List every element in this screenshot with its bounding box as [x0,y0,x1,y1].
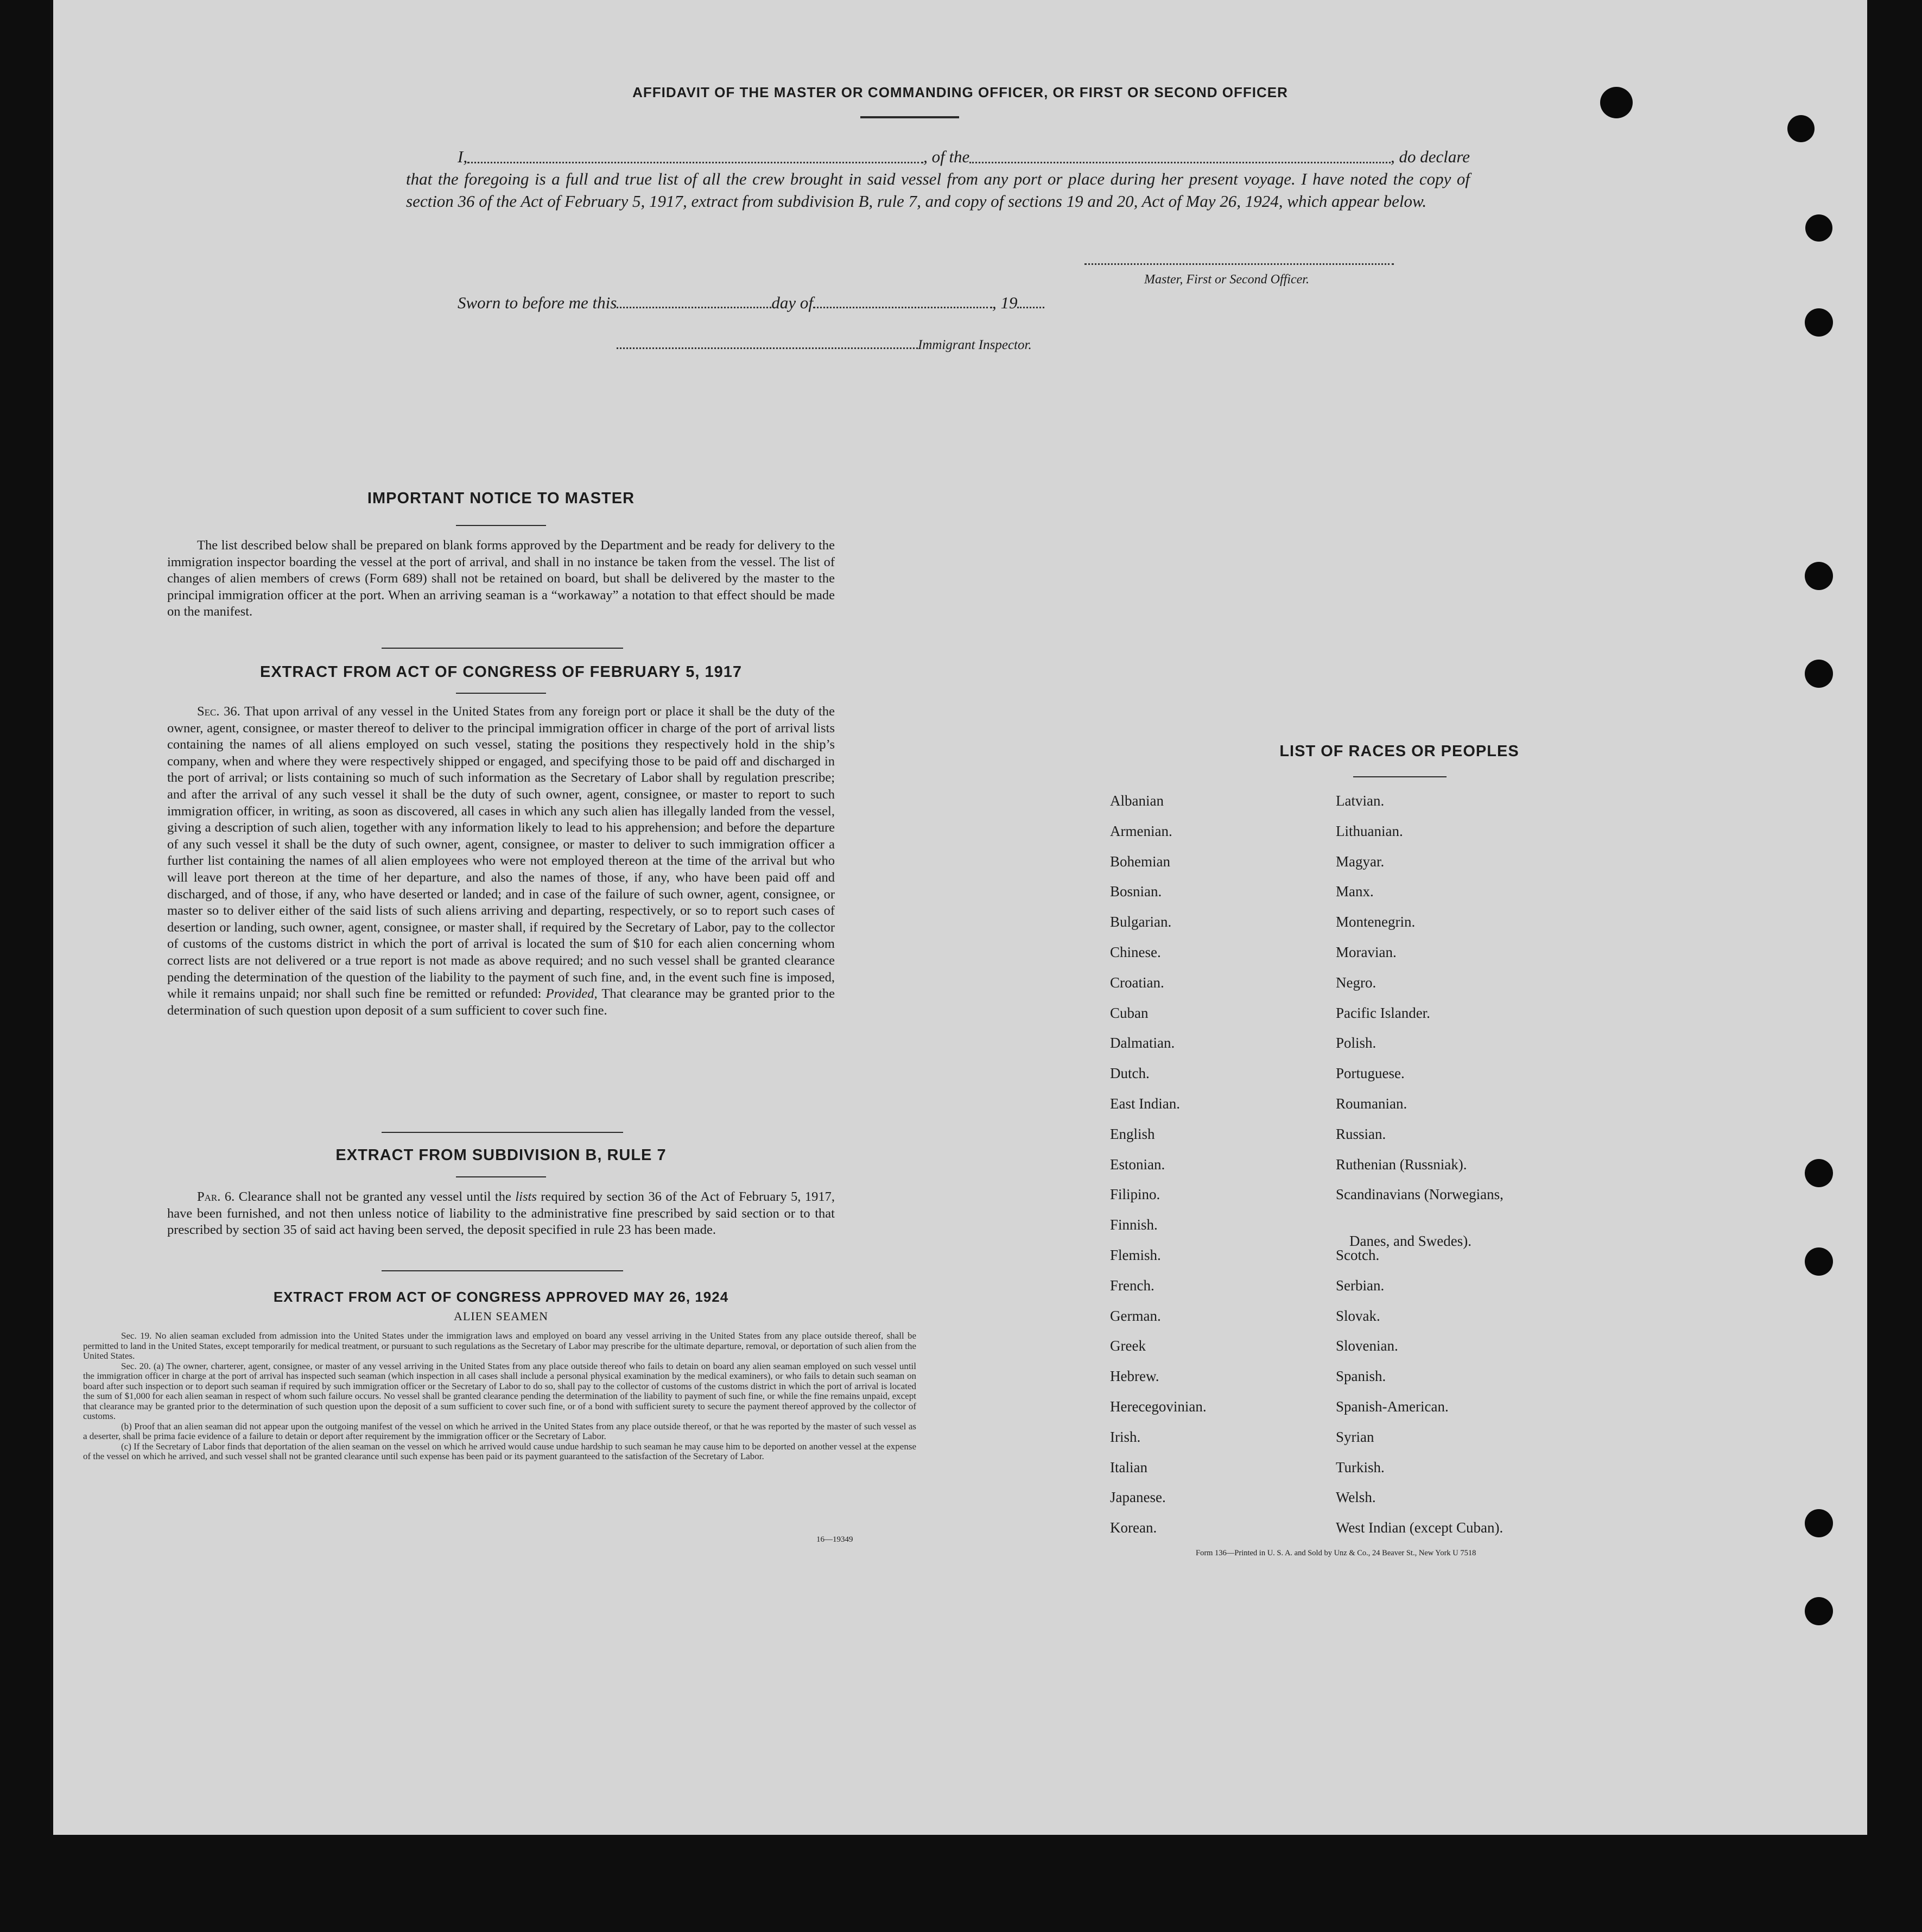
race-item: Flemish. [1110,1247,1161,1263]
race-item: Herecegovinian. [1110,1398,1207,1415]
name-blank[interactable] [467,145,923,163]
extract-1924-body [83,1331,916,1462]
par-6-body-b: required by section 36 of the Act of February 5, 1917, have been furnished, and not then unless notice of liability to the administrative fine prescribed by said section or to that prescribed by section 35 of said act having been served, the deposit specified in rule 23 has been made. [167,1189,835,1238]
section-divider [382,1270,623,1271]
provided-word: Provided, [545,986,598,1002]
race-item: Dutch. [1110,1065,1150,1082]
race-item: Pacific Islander. [1336,1004,1430,1021]
race-item: Serbian. [1336,1277,1385,1294]
race-item: French. [1110,1277,1155,1294]
race-item: Filipino. [1110,1186,1160,1203]
binder-hole [1787,115,1815,142]
sec-20a-text: Sec. 20. (a) The owner, charterer, agent, consignee, or master of any vessel arriving in the United States from any place outside thereof who fails to detain on board any alien seaman employed on such vessel until the immigration officer in charge at the port of arrival has inspected such seaman (which inspection in all cases shall include a personal physical examination by the medical examiners), or who fails to detain such seaman on board after such inspection or to deport such seaman if required by such immigration officer or the Secretary of Labor to do so, shall pay to the collector of customs of the customs district in which the port of arrival is located the sum of $1,000 for each alien seaman in respect of whom such failure occurs. No vessel shall be granted clearance pending the determination of the liability to payment of such fine, or while the fine remains unpaid, except that clearance may be granted prior to the determination of such question upon the deposit of a sum sufficient to cover such fine, or of a bond with sufficient surety to secure the payment thereof approved by the collector of customs. [83,1360,916,1421]
affidavit-declaration [406,145,1470,212]
binder-hole [1805,214,1832,242]
race-item: Estonian. [1110,1156,1165,1173]
race-item: Bulgarian. [1110,914,1172,930]
race-item: Slovenian. [1336,1338,1398,1354]
par-6-text [167,1189,835,1239]
race-item: Chinese. [1110,944,1161,960]
race-item: Ruthenian (Russniak). [1336,1156,1467,1173]
sworn-line [458,293,1044,313]
race-item: Moravian. [1336,944,1397,960]
sec-20b-text: (b) Proof that an alien seaman did not appear upon the outgoing manifest of the vessel on which he arrived in the United States from any place outside thereof, or that he was reported by the master of such vessel as a deserter, shall be prima facie evidence of a failure to detain or deport after requirement by the immigration officer or the Secretary of Labor. [83,1421,916,1441]
sec-36-body: That upon arrival of any vessel in the United States from any foreign port or place it shall be the duty of the owner, agent, consignee, or master thereof to deliver to the principal immigration officer in charge of the port of arrival lists containing the names of all aliens employed on such vessel, stating the positions they respectively hold in the ship’s company, when and where they were respectively shipped or engaged, and specifying those to be paid off and discharged in the port of arrival; or lists containing so much of such information as the Secretary of Labor shall by regulation prescribe; and after the arrival of any such vessel it shall be the duty of such owner, agent, consignee, or master to report to such immigration officer, in writing, as soon as discovered, all cases in which any such alien has illegally landed from the vessel, giving a description of such alien, together with any information likely to lead to his apprehension; and before the departure of any such vessel it shall be the duty of such owner, agent, consignee, or master to deliver to such immigration officer a further list containing the names of all alien employees who were not employed thereon at the time of the arrival but who will leave port thereon at the time of her departure, and also the names of those, if any, who have been paid off and discharged, and of those, if any, who have deserted or landed; and in case of the failure of such owner, agent, consignee, or master so to deliver either of the said lists of such aliens arriving and departing, respectively, or so to report such cases of desertion or landing, such owner, agent, consignee, or master shall, if required by the Secretary of Labor, pay to the collector of customs of the customs district in which the port of arrival is located the sum of $10 for each alien concerning whom correct lists are not delivered or a true report is not made as above required; and no such vessel shall be granted clearance pending the determination of the question of the liability to the payment of such fine, and, in the event such fine is imposed, while it remains unpaid; nor shall such fine be remitted or refunded: [167,704,835,1002]
alien-seamen-subtitle: ALIEN SEAMEN [454,1309,548,1323]
race-item: Turkish. [1336,1459,1385,1475]
race-item: Roumanian. [1336,1095,1407,1112]
binder-hole [1805,308,1833,337]
section-divider [382,1132,623,1133]
sec-20c-text: (c) If the Secretary of Labor finds that deportation of the alien seaman on the vessel on which he arrived would cause undue hardship to such seaman he may cause him to be deported on another vessel at the expense of the vessel on which he arrived, and such vessel shall not be granted clearance until such expense has been paid or its payment guaranteed to the satisfaction of the Secretary of Labor. [83,1441,916,1461]
binder-hole [1805,660,1833,688]
race-item: Scotch. [1336,1247,1380,1263]
race-item: Montenegrin. [1336,914,1416,930]
extract-1917-title: EXTRACT FROM ACT OF CONGRESS OF FEBRUARY 5, 1917 [259,663,743,681]
race-item: Korean. [1110,1519,1157,1536]
race-item: Finnish. [1110,1217,1158,1233]
race-item: Russian. [1336,1125,1386,1142]
document-page [53,0,1867,1835]
section-36-text [167,704,835,1019]
race-item: Albanian [1110,793,1164,809]
race-item: Hebrew. [1110,1368,1159,1385]
inspector-blank[interactable] [617,347,918,349]
rule7-title: EXTRACT FROM SUBDIVISION B, RULE 7 [335,1146,667,1164]
race-item: Armenian. [1110,822,1172,839]
of-the-label: , of the [923,147,970,166]
race-item: Welsh. [1336,1489,1376,1506]
race-item: Polish. [1336,1035,1377,1051]
par-6-label: Par. 6. [197,1189,235,1204]
races-title: LIST OF RACES OR PEOPLES [1279,743,1519,760]
race-item: Lithuanian. [1336,822,1403,839]
race-item: Bosnian. [1110,883,1162,900]
vessel-blank[interactable] [969,145,1391,163]
race-item: English [1110,1125,1155,1142]
race-item: Syrian [1336,1428,1374,1445]
notice-title-underline [456,525,546,526]
binder-hole [1805,1159,1833,1187]
race-item: Spanish. [1336,1368,1386,1385]
race-item: Danes, and Swedes). [1349,1233,1471,1250]
do-declare-label: , do declare [1390,147,1470,166]
race-item: Portuguese. [1336,1065,1405,1082]
inspector-line [617,338,1032,353]
notice-text: The list described below shall be prepared on blank forms approved by the Department and be ready for delivery to the immigration inspector boarding the vessel at the port of arrival, and shall in no instance be taken from the vessel. The list of changes of alien members of crews (Form 689) shall not be retained on board, but shall be delivered by the master to the principal immigration officer at the port. When an arriving seaman is a “workaway” a notation to that effect should be made on the manifest. [167,538,835,619]
day-of-label: day of [771,293,813,312]
race-item: Slovak. [1336,1307,1380,1324]
lists-word: lists [515,1189,537,1204]
form-footer: Form 136—Printed in U. S. A. and Sold by Unz & Co., 24 Beaver St., New York U 7518 [1196,1549,1476,1557]
i-label: I, [458,147,468,166]
race-item: Dalmatian. [1110,1035,1175,1051]
race-item: Greek [1110,1338,1146,1354]
par-6-body-a: Clearance shall not be granted any vessel until the [238,1189,511,1204]
extract-1924-title: EXTRACT FROM ACT OF CONGRESS APPROVED MAY 26, 1924 [273,1289,729,1305]
race-item: Magyar. [1336,853,1385,870]
affidavit-title: AFFIDAVIT OF THE MASTER OR COMMANDING OFFICER, OR FIRST OR SECOND OFFICER [632,84,1288,100]
binder-hole [1805,1247,1833,1276]
races-title-underline [1353,776,1447,777]
race-item: Croatian. [1110,974,1164,991]
notice-title: IMPORTANT NOTICE TO MASTER [367,490,635,507]
race-item: West Indian (except Cuban). [1336,1519,1504,1536]
signature-line[interactable] [1084,263,1394,265]
extract-1917-underline [456,693,546,694]
race-item: Cuban [1110,1004,1149,1021]
binder-hole [1805,1509,1833,1537]
binder-hole [1805,562,1833,590]
race-item: Negro. [1336,974,1377,991]
title-underline [860,116,959,118]
binder-hole [1805,1597,1833,1625]
race-item: Latvian. [1336,793,1385,809]
inspector-label: Immigrant Inspector. [918,338,1032,352]
day-blank[interactable] [617,307,771,308]
race-item: Scandinavians (Norwegians, [1336,1186,1504,1203]
race-item: Irish. [1110,1428,1141,1445]
race-item: Bohemian [1110,853,1170,870]
race-item: East Indian. [1110,1095,1180,1112]
month-blank[interactable] [813,307,992,308]
year-label: , 19 [992,293,1018,312]
race-item: Japanese. [1110,1489,1166,1506]
document-number: 16—19349 [816,1535,853,1544]
sec-19-text: Sec. 19. No alien seaman excluded from admission into the United States under the immigration laws and employed on board any vessel arriving in the United States from any place outside thereof, shall be permitted to land in the United States, except temporarily for medical treatment, or pursuant to such regulations as the Secretary of Labor may prescribe for the ultimate departure, removal, or deportation of such alien from the United States. [83,1331,916,1361]
race-item: Manx. [1336,883,1374,900]
sec-36-end: That clearance may be granted prior to the determination of such question upon deposit of a sum sufficient to cover such fine. [167,986,835,1018]
section-divider [382,648,623,649]
rule7-underline [456,1176,546,1177]
sworn-prefix: Sworn to before me this [458,293,617,312]
declaration-text: that the foregoing is a full and true list of all the crew brought in said vessel from any port or place during her present voyage. I have noted the copy of section 36 of the Act of February 5, 1917, extract from subdivision B, rule 7, and copy of sections 19 and 20, Act of May 26, 1924, which appear below. [406,169,1470,211]
sec-36-label: Sec. 36. [197,704,240,719]
signature-label: Master, First or Second Officer. [1144,273,1309,287]
race-item: Italian [1110,1459,1147,1475]
race-item: German. [1110,1307,1161,1324]
year-blank[interactable] [1017,307,1044,308]
race-item: Spanish-American. [1336,1398,1449,1415]
